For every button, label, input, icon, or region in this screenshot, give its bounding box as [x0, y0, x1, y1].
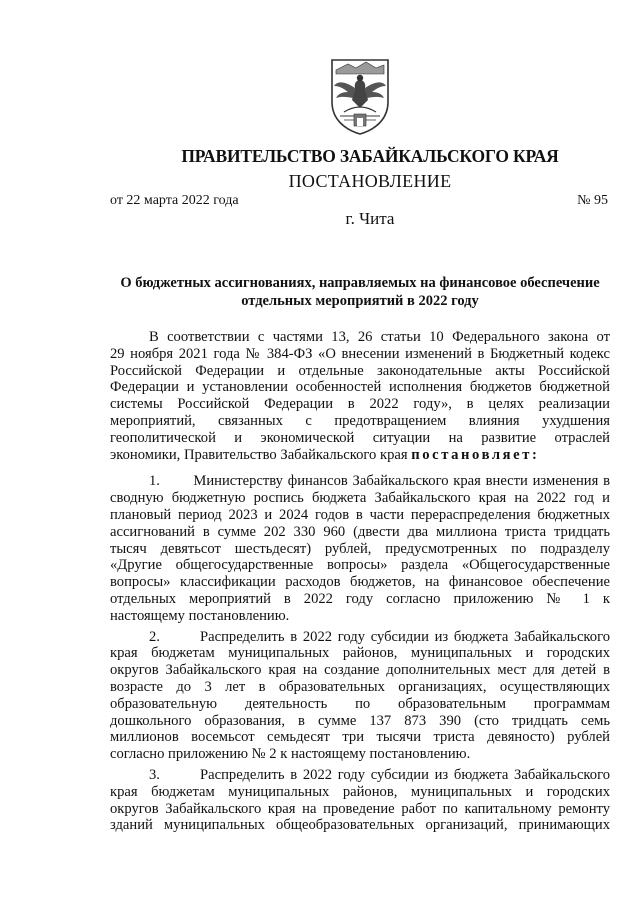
text-line: тысяч девятьсот шестьдесят) рублей, предусмотренных по подразделу	[110, 540, 610, 557]
text-line: 2. Распределить в 2022 году субсидии из бюджета Забайкальского	[149, 628, 610, 645]
decree-keyword: постановляет	[411, 446, 533, 463]
text-line: округов Забайкальского края на проведение работ по капитальному ремонту	[110, 800, 610, 817]
text-line: округов Забайкальского края на создание дополнительных мест для детей в	[110, 662, 610, 679]
document-city: г. Чита	[345, 209, 395, 228]
document-type: ПОСТАНОВЛЕНИЕ	[288, 171, 452, 191]
text-line: Федерации и установлении особенностей исполнения бюджетов бюджетной	[110, 379, 610, 396]
text-line: 3. Распределить в 2022 году субсидии из бюджета Забайкальского	[149, 766, 610, 783]
text-line: вопросы» классификации расходов бюджетов, на финансовое обеспечение	[110, 574, 610, 591]
text-line: системы Российской Федерации в 2022 году», в целях реализации	[110, 396, 610, 413]
text-line: В соответствии с частями 13, 26 статьи 10 Федерального закона от	[149, 329, 610, 345]
clause-2	[110, 629, 610, 763]
text-line: «Другие общегосударственные вопросы» раздела «Общегосударственные	[110, 557, 610, 574]
text-line: дошкольного образования, в сумме 137 873 390 (сто тридцать семь	[110, 712, 610, 729]
text-line: сводную бюджетную роспись бюджета Забайкальского края на 2022 год и	[110, 490, 610, 507]
text-line	[110, 447, 610, 464]
text-line: согласно приложению № 2 к настоящему постановлению.	[110, 746, 471, 763]
text-line: 1. Министерству финансов Забайкальского края внести изменения в	[149, 473, 610, 490]
document-heading	[110, 274, 610, 310]
government-name: ПРАВИТЕЛЬСТВО ЗАБАЙКАЛЬСКОГО КРАЯ	[181, 146, 559, 166]
decree-colon: :	[532, 446, 540, 463]
text-line: Российской Федерации и отдельные законодательные акты Российской	[110, 362, 610, 379]
text-line: 29 ноября 2021 года № 384-ФЗ «О внесении изменений в Бюджетный кодекс	[110, 345, 610, 362]
heading-line: отдельных мероприятий в 2022 году	[241, 293, 479, 309]
heading-line: О бюджетных ассигнованиях, направляемых на финансовое обеспечение	[120, 275, 600, 291]
document-number: № 95	[577, 193, 608, 208]
clause-3	[110, 767, 610, 834]
text-line: настоящему постановлению.	[110, 607, 290, 624]
decree-prefix: экономики, Правительство Забайкальского края	[110, 446, 408, 463]
text-line: миллионов восемьсот семьдесят три тысячи триста девяносто) рублей	[110, 729, 610, 746]
text-line: зданий муниципальных общеобразовательных организаций, принимающих	[110, 817, 610, 834]
text-line: образовательную деятельность по образовательным программам	[110, 695, 610, 712]
text-line: края бюджетам муниципальных районов, муниципальных и городских	[110, 783, 610, 800]
text-line: края бюджетам муниципальных районов, муниципальных и городских	[110, 645, 610, 662]
text-line: ассигнований в сумме 202 330 960 (двести два миллиона триста тридцать	[110, 523, 610, 540]
document-body	[110, 329, 610, 834]
clause-1	[110, 473, 610, 624]
coat-of-arms-icon	[326, 56, 394, 136]
document-date: от 22 марта 2022 года	[110, 193, 239, 208]
text-line: плановый период 2023 и 2024 годов в части перераспределения бюджетных	[110, 506, 610, 523]
text-line: отдельных мероприятий в 2022 году согласно приложению № 1 к	[110, 590, 610, 607]
text-line: мероприятий, связанных с предотвращением влияния ухудшения	[110, 412, 610, 429]
preamble-paragraph	[110, 329, 610, 463]
text-line: возрасте до 3 лет в образовательных организациях, осуществляющих	[110, 678, 610, 695]
text-line: геополитической и экономической ситуации на развитие отраслей	[110, 429, 610, 446]
